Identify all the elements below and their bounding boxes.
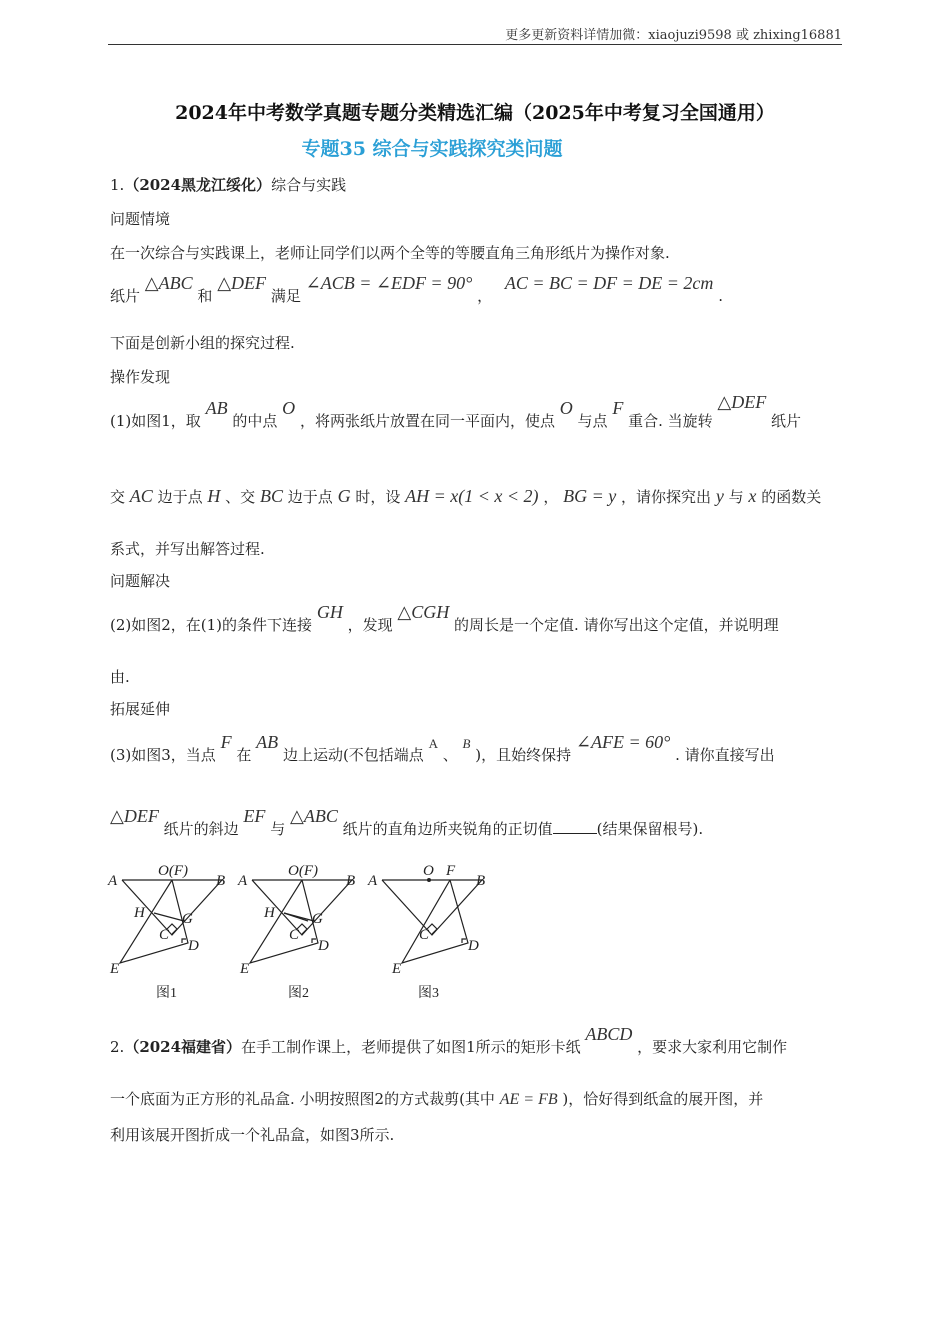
math-angle-condition: ∠ACB = ∠EDF = 90° xyxy=(305,273,473,293)
fig2-label: O(F) xyxy=(288,863,318,879)
fig1-caption: 图1 xyxy=(156,986,177,1001)
math-abcd: ABCD xyxy=(585,1024,633,1044)
text: . xyxy=(718,287,723,305)
header-note: 更多更新资料详情加微：xiaojuzi9598 或 zhixing16881 xyxy=(505,28,842,43)
text: (3)如图3，当点 xyxy=(110,746,216,764)
text: 的中点 xyxy=(232,412,278,430)
text: 和 xyxy=(197,287,213,305)
answer-blank xyxy=(553,819,597,834)
math-triangle-abc: △ABC xyxy=(290,806,338,826)
fig1-label: C xyxy=(159,927,170,943)
math-ab: AB xyxy=(205,398,228,418)
text: 纸片的直角边所夹锐角的正切值 xyxy=(342,820,553,838)
q2-line1 xyxy=(110,1024,788,1057)
math-a: A xyxy=(428,736,438,751)
fig1-label: D xyxy=(188,938,199,954)
text: ，请你探究出 xyxy=(621,488,712,506)
fig1-label: G xyxy=(182,911,193,927)
math-bc: BC xyxy=(259,486,283,506)
fig3-label: C xyxy=(419,927,430,943)
text: 纸片 xyxy=(771,412,802,430)
q1-part3-line1 xyxy=(110,732,775,765)
q1-section-operation: 操作发现 xyxy=(110,368,171,386)
fig3-label: E xyxy=(392,961,402,977)
q1-part1-line1 xyxy=(110,392,802,431)
text: 与 xyxy=(270,820,286,838)
math-triangle-def: △DEF xyxy=(217,273,267,293)
header-divider xyxy=(108,44,842,45)
text: 、 xyxy=(442,746,458,764)
math-y: y xyxy=(715,486,724,506)
math-o: O xyxy=(282,398,296,418)
figure-3 xyxy=(382,880,482,963)
q1-part3-line2 xyxy=(110,806,704,839)
q2-number: 2. xyxy=(110,1038,125,1056)
text: 纸片 xyxy=(110,287,141,305)
text: 与点 xyxy=(577,412,608,430)
fig1-label: H xyxy=(134,905,145,921)
text: 时，设 xyxy=(355,488,401,506)
math-ef: EF xyxy=(243,806,266,826)
q1-context-text: 在一次综合与实践课上，老师让同学们以两个全等的等腰直角三角形纸片为操作对象. xyxy=(110,244,670,262)
text: (结果保留根号). xyxy=(596,820,704,838)
text: 的周长是一个定值. 请你写出这个定值，并说明理 xyxy=(454,616,779,634)
text: 的函数关 xyxy=(761,488,822,506)
text: . 请你直接写出 xyxy=(675,746,775,764)
math-length-condition: AC = BC = DF = DE = 2cm xyxy=(504,273,714,293)
figure-2 xyxy=(250,880,352,963)
math-ae-fb: AE = FB xyxy=(499,1091,558,1108)
text: ，发现 xyxy=(347,616,393,634)
text: 与 xyxy=(728,488,744,506)
fig2-label: E xyxy=(240,961,250,977)
q1-heading xyxy=(110,174,346,195)
q1-part1-line3: 系式，并写出解答过程. xyxy=(110,540,265,558)
math-o: O xyxy=(559,398,573,418)
fig3-label: D xyxy=(468,938,479,954)
math-ac: AC xyxy=(129,486,153,506)
fig1-label: A xyxy=(108,873,118,889)
page-subtitle: 专题35 综合与实践探究类问题 xyxy=(301,138,563,160)
fig2-label: B xyxy=(346,873,356,889)
text: 满足 xyxy=(270,287,301,305)
text: (2)如图2，在(1)的条件下连接 xyxy=(110,616,313,634)
math-triangle-abc: △ABC xyxy=(144,273,193,293)
text: 一个底面为正方形的礼品盒. 小明按照图2的方式裁剪(其中 xyxy=(110,1090,495,1108)
q1-source: （2024黑龙江绥化） xyxy=(124,176,272,194)
text: )，恰好得到纸盒的展开图，并 xyxy=(562,1090,764,1108)
fig1-label: B xyxy=(216,873,226,889)
math-h: H xyxy=(207,486,221,506)
fig1-label: O(F) xyxy=(158,863,188,879)
q2-source: （2024福建省） xyxy=(124,1038,242,1056)
fig3-caption: 图3 xyxy=(418,986,439,1001)
fig3-label: F xyxy=(446,863,456,879)
q2-line3: 利用该展开图折成一个礼品盒，如图3所示. xyxy=(110,1126,395,1144)
math-ab: AB xyxy=(256,732,279,752)
math-triangle-cgh: △CGH xyxy=(397,602,450,622)
fig2-label: D xyxy=(318,938,329,954)
fig1-label: E xyxy=(110,961,120,977)
q1-condition-line xyxy=(110,273,723,306)
text: 边于点 xyxy=(157,488,203,506)
q2-line2 xyxy=(110,1088,763,1109)
q1-process-intro: 下面是创新小组的探究过程. xyxy=(110,334,295,352)
text: )，且始终保持 xyxy=(475,746,572,764)
text: 在 xyxy=(236,746,252,764)
text: ， xyxy=(543,488,559,506)
math-triangle-def: △DEF xyxy=(110,806,159,826)
text: 在手工制作课上，老师提供了如图1所示的矩形卡纸 xyxy=(241,1038,581,1056)
fig2-label: G xyxy=(312,911,323,927)
fig3-label: O xyxy=(423,863,434,879)
fig3-label: B xyxy=(476,873,486,889)
math-f: F xyxy=(220,732,232,752)
text: 边上运动(不包括端点 xyxy=(282,746,424,764)
text: 、交 xyxy=(225,488,256,506)
text: 交 xyxy=(110,488,126,506)
fig2-label: C xyxy=(289,927,300,943)
q1-section-extend: 拓展延伸 xyxy=(110,700,171,718)
text: 重合. 当旋转 xyxy=(628,412,713,430)
math-triangle-def: △DEF xyxy=(717,392,767,412)
q1-part2-line2: 由. xyxy=(110,668,130,686)
math-g: G xyxy=(337,486,351,506)
fig3-label: A xyxy=(368,873,378,889)
q1-section-solve: 问题解决 xyxy=(110,572,171,590)
q1-number: 1. xyxy=(110,176,125,194)
math-ah-condition: AH = x(1 < x < 2) xyxy=(405,486,539,506)
text: (1)如图1，取 xyxy=(110,412,201,430)
figure-1 xyxy=(120,880,222,963)
fig2-label: H xyxy=(264,905,275,921)
math-gh: GH xyxy=(316,602,343,622)
math-f: F xyxy=(612,398,624,418)
math-b: B xyxy=(462,736,471,751)
math-bg: BG = y xyxy=(563,486,617,506)
q1-heading-text: 综合与实践 xyxy=(271,176,347,194)
page-title: 2024年中考数学真题专题分类精选汇编（2025年中考复习全国通用） xyxy=(175,102,775,124)
q1-part1-line2 xyxy=(110,486,821,507)
text: 边于点 xyxy=(287,488,333,506)
q1-part2-line1 xyxy=(110,602,779,635)
text: 纸片的斜边 xyxy=(163,820,239,838)
text: ，要求大家利用它制作 xyxy=(637,1038,788,1056)
text: ， xyxy=(477,287,493,305)
math-x: x xyxy=(748,486,757,506)
fig2-caption: 图2 xyxy=(288,986,309,1001)
fig2-label: A xyxy=(238,873,248,889)
q1-figures xyxy=(100,855,520,1005)
q1-section-context: 问题情境 xyxy=(110,210,171,228)
text: ，将两张纸片放置在同一平面内，使点 xyxy=(299,412,555,430)
math-angle-afe: ∠AFE = 60° xyxy=(575,732,671,752)
